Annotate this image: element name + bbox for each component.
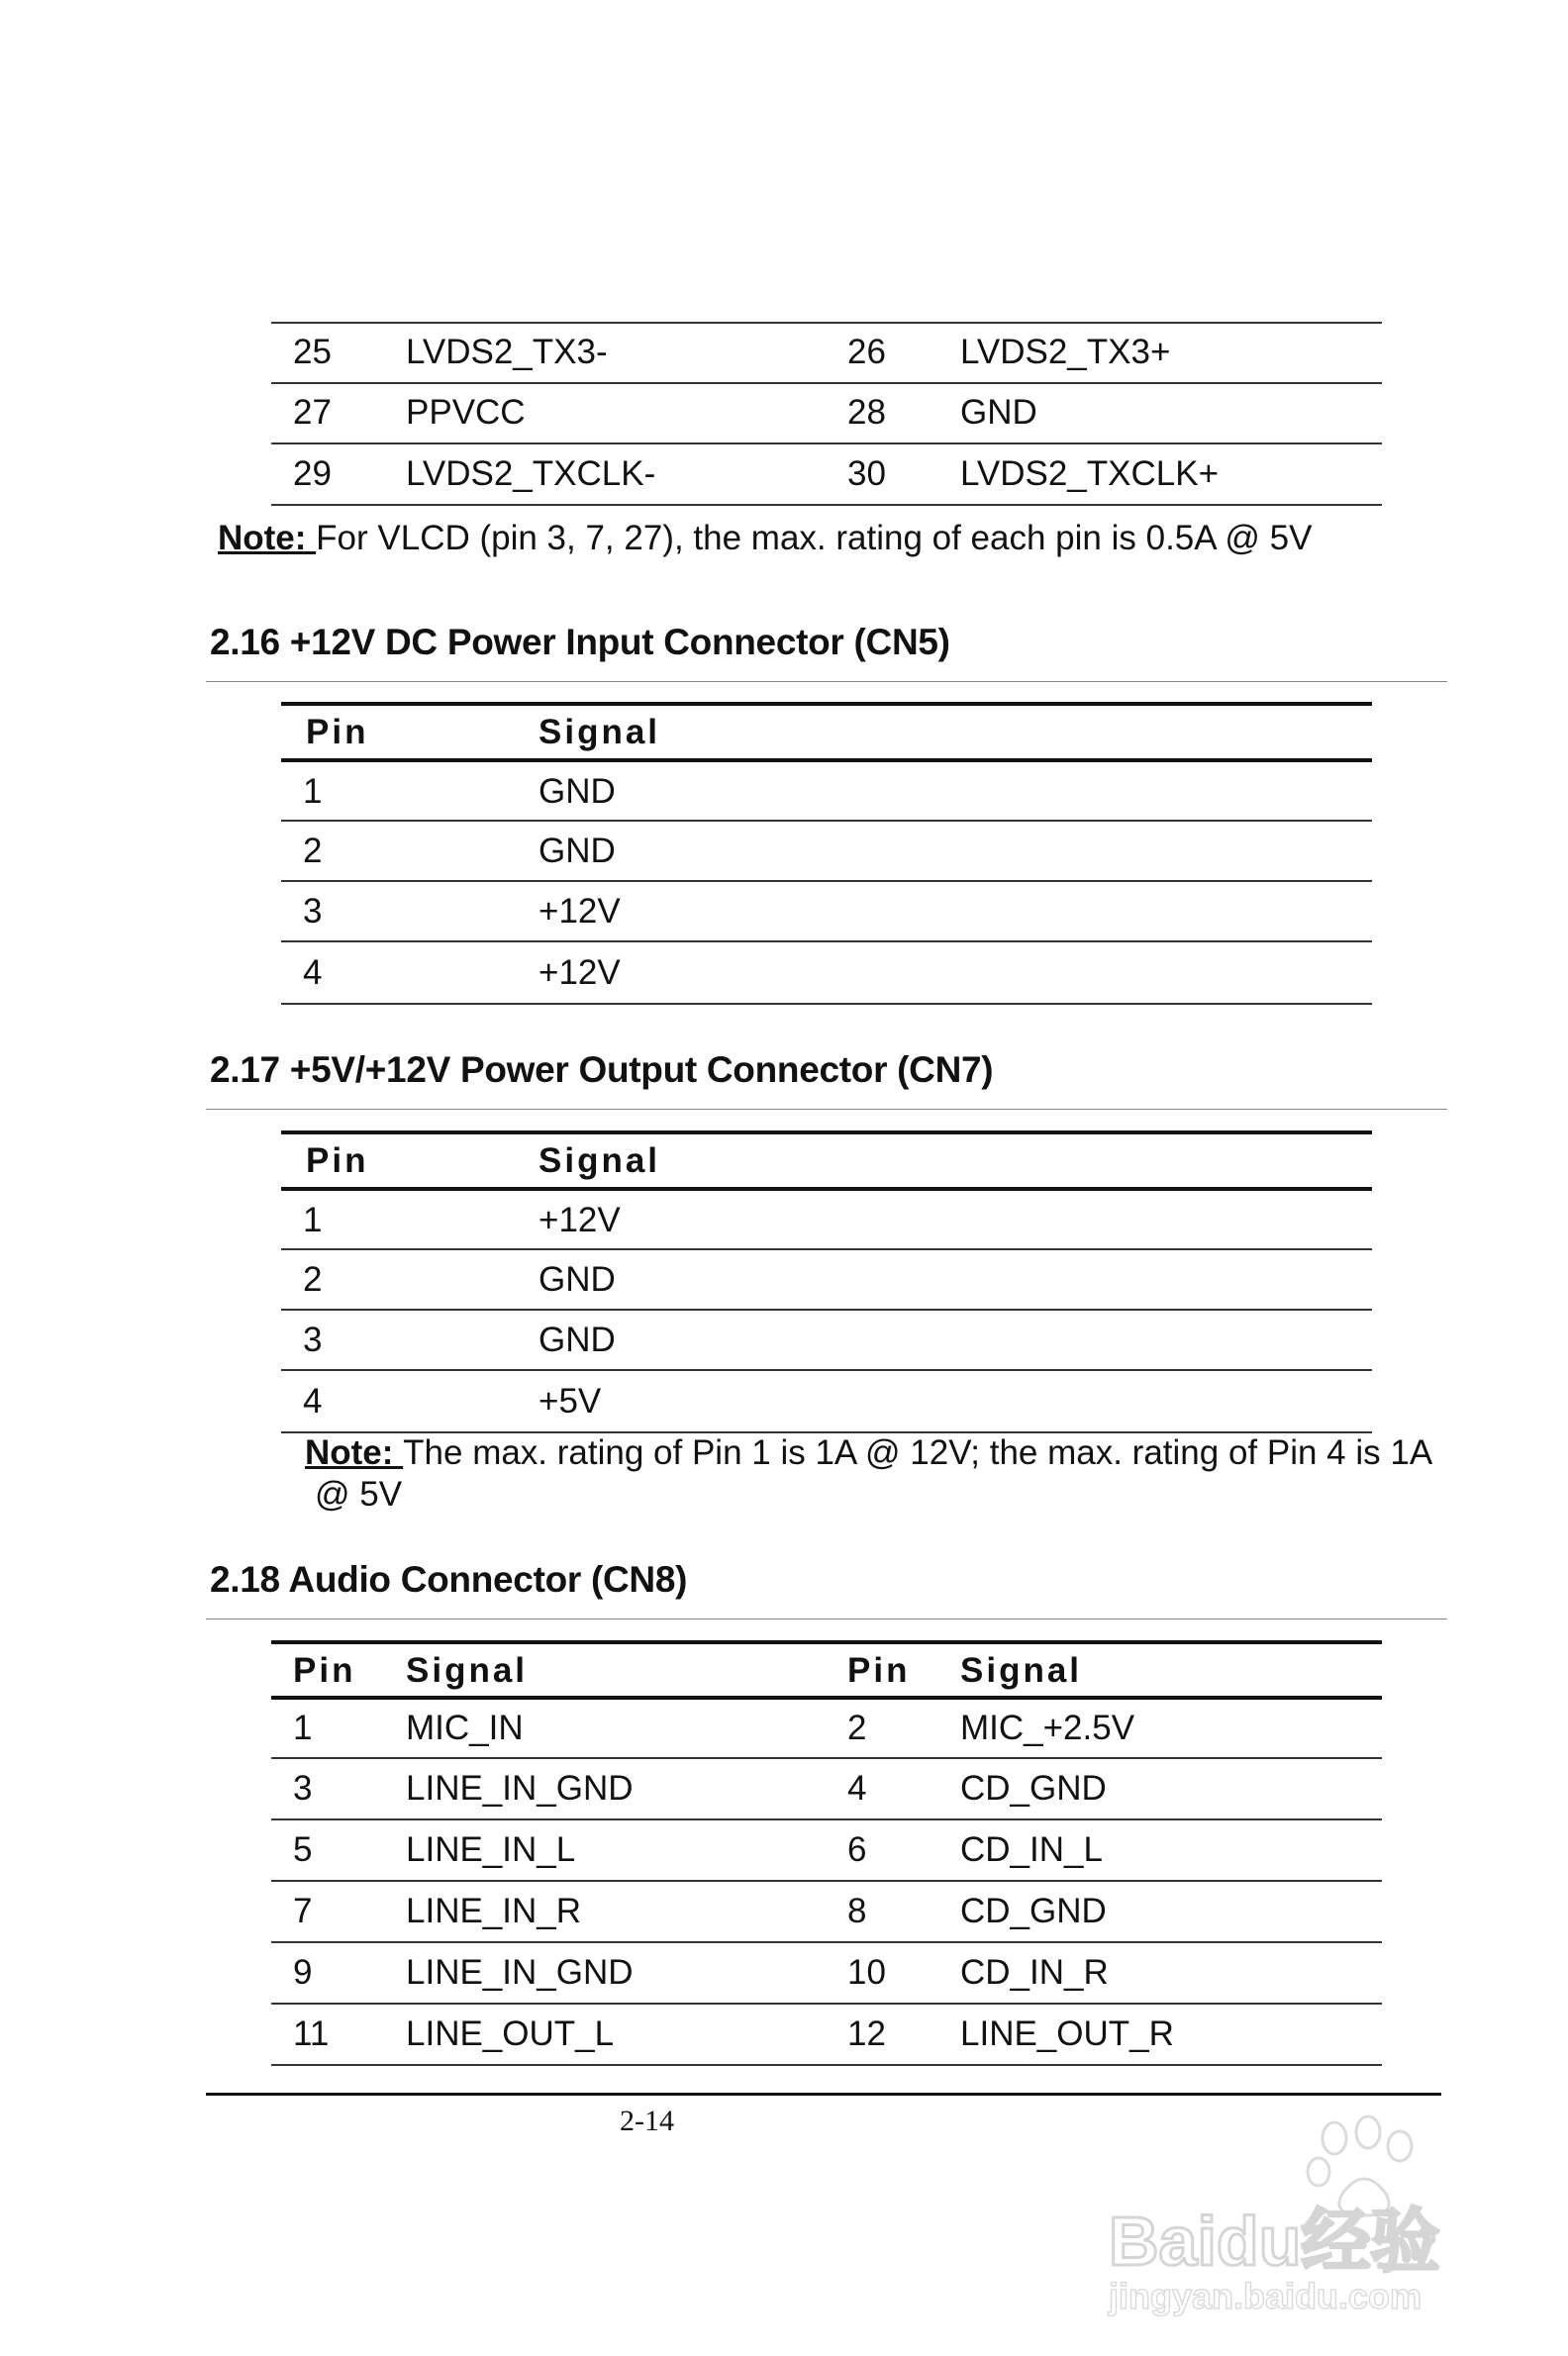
table-top-rule (281, 1130, 1372, 1134)
page-number: 2-14 (620, 2105, 674, 2137)
table-rule (281, 1003, 1372, 1005)
header-pin: Pin (847, 1651, 911, 1690)
header-signal: Signal (960, 1651, 1083, 1690)
signal-cell: GND (539, 832, 616, 870)
pin-cell: 9 (293, 1953, 313, 1992)
pin-cell: 2 (303, 832, 323, 870)
signal-cell: LINE_OUT_R (960, 2014, 1174, 2053)
signal-cell: +12V (539, 1201, 621, 1239)
table-rule (271, 1880, 1382, 1882)
signal-cell: MIC_IN (406, 1709, 524, 1747)
signal-cell: GND (539, 772, 616, 811)
pin-cell: 1 (303, 772, 323, 811)
pin-cell: 12 (847, 2014, 886, 2053)
table-rule (281, 1369, 1372, 1371)
pin-cell: 3 (303, 892, 323, 931)
pin-cell: 4 (303, 1382, 323, 1421)
signal-cell: LVDS2_TX3- (406, 333, 608, 371)
signal-cell: +5V (539, 1382, 602, 1421)
footer-rule (206, 2093, 1441, 2096)
section-rule (206, 681, 1447, 682)
pin-cell: 2 (303, 1260, 323, 1299)
signal-cell: LVDS2_TXCLK+ (960, 454, 1220, 493)
table-rule (271, 1818, 1382, 1820)
pin-cell: 1 (303, 1201, 323, 1239)
pin-cell: 11 (293, 2014, 330, 2053)
signal-cell: LINE_IN_GND (406, 1769, 634, 1808)
pin-cell: 6 (847, 1830, 867, 1869)
signal-cell: LINE_OUT_L (406, 2014, 615, 2053)
pin-cell: 5 (293, 1830, 313, 1869)
signal-cell: LINE_IN_GND (406, 1953, 634, 1992)
signal-cell: +12V (539, 953, 621, 992)
pin-cell: 10 (847, 1953, 886, 1992)
header-signal: Signal (406, 1651, 529, 1690)
pin-cell: 1 (293, 1709, 313, 1747)
pin-cell: 4 (303, 953, 323, 992)
note-label: Note: (305, 1433, 404, 1472)
table-rule (271, 382, 1382, 384)
table-top-rule (271, 1640, 1382, 1644)
signal-cell: LINE_IN_L (406, 1830, 576, 1869)
pin-cell: 7 (293, 1892, 313, 1930)
pin-cell: 30 (847, 454, 886, 493)
table-rule (271, 442, 1382, 444)
table-header-rule (281, 1187, 1372, 1191)
signal-cell: LVDS2_TXCLK- (406, 454, 656, 493)
note-text: The max. rating of Pin 1 is 1A @ 12V; the max. rating of Pin 4 is 1A (403, 1433, 1433, 1472)
signal-cell: PPVCC (406, 393, 526, 432)
signal-cell: LVDS2_TX3+ (960, 333, 1171, 371)
section-title-cn5: 2.16 +12V DC Power Input Connector (CN5) (210, 622, 950, 662)
pin-cell: 28 (847, 393, 886, 432)
table-rule (281, 1248, 1372, 1250)
pin-cell: 26 (847, 333, 886, 371)
signal-cell: MIC_+2.5V (960, 1709, 1135, 1747)
signal-cell: CD_GND (960, 1892, 1107, 1930)
signal-cell: +12V (539, 892, 621, 931)
signal-cell: CD_IN_R (960, 1953, 1109, 1992)
pin-cell: 25 (293, 333, 332, 371)
table-rule (271, 322, 1382, 324)
header-pin: Pin (293, 1651, 356, 1690)
pin-cell: 3 (303, 1321, 323, 1359)
pin-cell: 8 (847, 1892, 867, 1930)
table-rule (281, 880, 1372, 882)
table-rule (271, 2064, 1382, 2066)
table-rule (281, 940, 1372, 942)
section-title-cn8: 2.18 Audio Connector (CN8) (210, 1559, 688, 1600)
pin-cell: 27 (293, 393, 332, 432)
note-cn7-continued: @ 5V (315, 1475, 403, 1514)
note-cn7 (305, 1433, 1432, 1473)
table-rule (281, 1309, 1372, 1311)
baidu-watermark-logo (1099, 2099, 1465, 2316)
brand-wordmark (1109, 2203, 1439, 2280)
table-rule (271, 504, 1382, 506)
header-signal: Signal (539, 1141, 661, 1180)
table-rule (271, 2003, 1382, 2005)
signal-cell: CD_IN_L (960, 1830, 1103, 1869)
section-title-cn7: 2.17 +5V/+12V Power Output Connector (CN7) (210, 1049, 994, 1090)
table-header-rule (271, 1696, 1382, 1700)
pin-cell: 3 (293, 1769, 313, 1808)
header-pin: Pin (306, 713, 369, 751)
note-text: For VLCD (pin 3, 7, 27), the max. rating of each pin is 0.5A @ 5V (316, 519, 1313, 557)
pin-cell: 29 (293, 454, 332, 493)
table-top-rule (281, 702, 1372, 706)
section-rule (206, 1619, 1447, 1620)
table-rule (271, 1941, 1382, 1943)
signal-cell: GND (539, 1260, 616, 1299)
pin-cell: 4 (847, 1769, 867, 1808)
signal-cell: CD_GND (960, 1769, 1107, 1808)
signal-cell: GND (960, 393, 1037, 432)
section-rule (206, 1109, 1447, 1110)
header-pin: Pin (306, 1141, 369, 1180)
table-rule (271, 1757, 1382, 1759)
table-header-rule (281, 758, 1372, 762)
signal-cell: LINE_IN_R (406, 1892, 582, 1930)
pin-cell: 2 (847, 1709, 867, 1747)
table-rule (281, 820, 1372, 822)
watermark-url: jingyan.baidu.com (1109, 2276, 1422, 2316)
note-vlcd (218, 519, 1312, 558)
brand-text: Baidu经验 (1109, 2203, 1440, 2280)
signal-cell: GND (539, 1321, 616, 1359)
note-label: Note: (218, 519, 317, 557)
header-signal: Signal (539, 713, 661, 751)
